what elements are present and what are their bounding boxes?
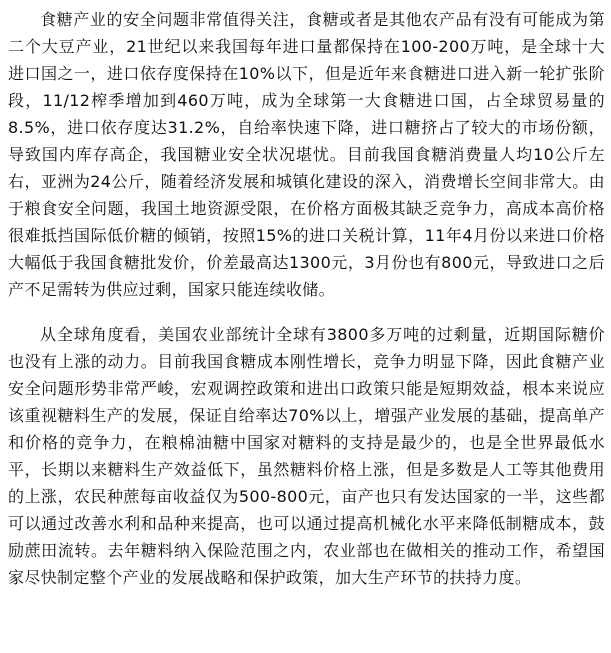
paragraph-global-perspective: 从全球角度看，美国农业部统计全球有3800多万吨的过剩量，近期国际糖价也没有上涨的动力。目前我国食糖成本刚性增长，竞争力明显下降，因此食糖产业安全问题形势非常严峻，宏观调控政策和进出口政策只能是短期效益，根本来说应该重视糖料生产的发展，保证自给率达70%以上，增强产业发展的基础，提高单产和价格的竞争力，在粮棉油糖中国家对糖料的支持是最少的，也是全世界最低水平，长期以来糖料生产效益低下，虽然糖料价格上涨，但是多数是人工等其他费用的上涨，农民种蔗每亩收益仅为500-800元，亩产也只有发达国家的一半，这些都可以通过改善水利和品种来提高，也可以通过提高机械化水平来降低制糖成本，鼓励蔗田流转。去年糖料纳入保险范围之内，农业部也在做相关的推动工作，希望国家尽快制定整个产业的发展战略和保护政策，加大生产环节的扶持力度。 xyxy=(8,325,605,587)
paragraph-domestic-sugar-security: 食糖产业的安全问题非常值得关注，食糖或者是其他农产品有没有可能成为第二个大豆产业，21世纪以来我国每年进口量都保持在100-200万吨，是全球十大进口国之一，进口依存度保持在10%以下，但是近年来食糖进口进入新一轮扩张阶段，11/12榨季增加到460万吨，成为全球第一大食糖进口国，占全球贸易量的8.5%，进口依存度达31.2%，自给率快速下降，进口糖挤占了较大的市场份额，导致国内库存高企，我国糖业安全状况堪忧。目前我国食糖消费量人均10公斤左右，亚洲为24公斤，随着经济发展和城镇化建设的深入，消费增长空间非常大。由于粮食安全问题，我国土地资源受限，在价格方面极其缺乏竞争力，高成本高价格很难抵挡国际低价糖的倾销，按照15%的进口关税计算，11年4月份以来进口价格大幅低于我国食糖批发价，价差最高达1300元，3月份也有800元，导致进口之后产不足需转为供应过剩，国家只能连续收储。 xyxy=(8,10,605,299)
article-body xyxy=(8,6,605,591)
